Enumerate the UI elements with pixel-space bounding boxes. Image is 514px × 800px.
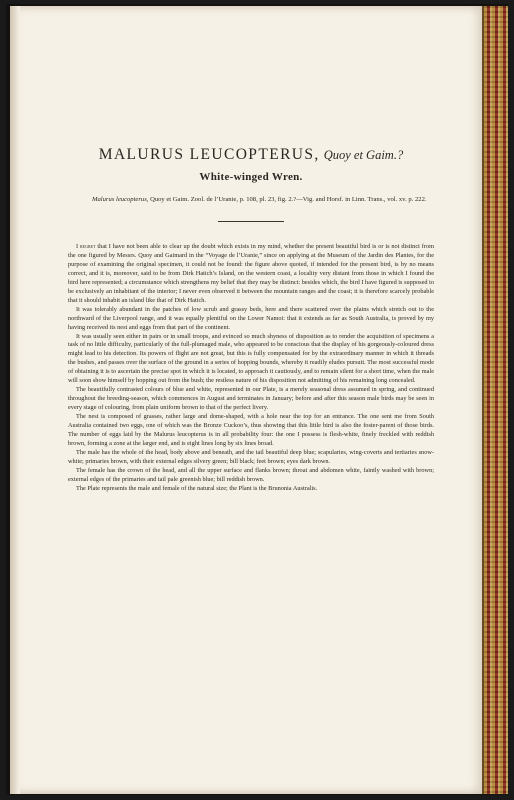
common-name: White-winged Wren.	[199, 171, 303, 183]
book-binding	[6, 4, 508, 795]
page-gutter	[10, 6, 20, 794]
paragraph-6: The male has the whole of the head, body above and beneath, and the tail beautiful deep blue; scapularies, wing-coverts and tertiaries snow-white; primaries brown, with their external edges silvery green; bill black; feet brown; eyes dark brown.	[68, 448, 434, 465]
species-title	[68, 146, 434, 164]
book-page	[10, 6, 484, 794]
paragraph-3: It was usually seen either in pairs or in small troops, and evinced so much shyness of disposition as to render the acquisition of specimens a task of no little difficulty, particularly of the full-plumaged male, who appeared to be conscious that the display of his gorgeously-coloured dress might lead to his detection. Its powers of flight are not great, but this is fully compensated for by the extraordinary manner in which it threads the bushes, and passes over the surface of the ground in a series of hopping bounds, whereby it readily eludes pursuit. The most successful mode of obtaining it is to ascertain the precise spot in which it is located, to approach it cautiously, and to remain silent for a short time, when the male will soon show himself by hopping out from the bush; the restless nature of his disposition not admitting of his remaining long concealed.	[68, 332, 434, 385]
species-name: MALURUS LEUCOPTERUS,	[98, 146, 320, 163]
paragraph-8: The Plate represents the male and female of the natural size; the Plant is the Brunonia Australis.	[76, 484, 318, 492]
divider-rule	[218, 221, 284, 222]
paragraph-2: It was tolerably abundant in the patches of low scrub and grassy beds, here and there scattered over the plains which stretch out to the northward of the Liverpool range, and it was equally plentiful on the Lower Namoi: that it extends as far as South Australia, is proved by my having received its nest and eggs from that part of the continent.	[68, 305, 434, 331]
species-authority: Quoy et Gaim.?	[323, 148, 404, 162]
paragraph-text: that I have not been able to clear up the doubt which exists in my mind, whether the present beautiful bird is or is not distinct from the one figured by Messrs. Quoy and Gaimard in the “Voyage de l’Uranie,” since on applying at the Museum of the Jardin des Plantes, for the purpose of examining the original specimen, it could not be found: the figure above quoted, if intended for the present bird, is by no means correct, and it is, moreover, said to be from Dirk Hatich’s Island, on the western coast, a locality very distant from those in which I found the bird here represented; a circumstance which strengthens my belief that they may be distinct: besides which, the bird I have figured is supposed to be exclusively an inhabitant of the interior; I never even observed it between the mountain ranges and the coast; it is therefore scarcely probable that it should inhabit an island like that of Dirk Hatich.	[68, 243, 434, 304]
page-edge-gilt	[482, 6, 508, 794]
synonymy-text: Quoy et Gaim. Zool. de l’Uranie, p. 108, pl. 23, fig. 2.?—Vig. and Horsf. in Linn. Trans., vol. xv. p. 222.	[148, 196, 427, 203]
paragraph-5: The nest is composed of grasses, rather large and dome-shaped, with a hole near the top for an entrance. The one sent me from South Australia contained two eggs, one of which was the Bronze Cuckoo’s, thus showing that this little bird is also the foster-parent of those birds. The number of eggs laid by the Malurus leucopterus is in all probability four: the one I possess is flesh-white, finely freckled with reddish brown, forming a zone at the larger end, and is eight lines long by six lines broad.	[68, 413, 434, 447]
synonymy	[78, 195, 434, 204]
synonymy-italic: Malurus leucopterus,	[92, 196, 149, 203]
paragraph-4: The beautifully contrasted colours of blue and white, represented in our Plate, is a merely seasonal dress assumed in spring, and continued throughout the breeding-season, which commences in August and terminates in January; before and after this season male birds may be seen in every stage of colouring, from plain uniform brown to that of the perfect livery.	[68, 386, 434, 412]
paragraph-lead: I regret	[76, 243, 96, 250]
paragraph-1	[68, 243, 434, 306]
body-text	[68, 243, 434, 494]
page-content	[68, 146, 434, 494]
paragraph-7: The female has the crown of the head, and all the upper surface and flanks brown; throat and abdomen white, faintly washed with brown; external edges of the primaries and tail pale greenish blue; bill reddish brown.	[68, 466, 434, 483]
